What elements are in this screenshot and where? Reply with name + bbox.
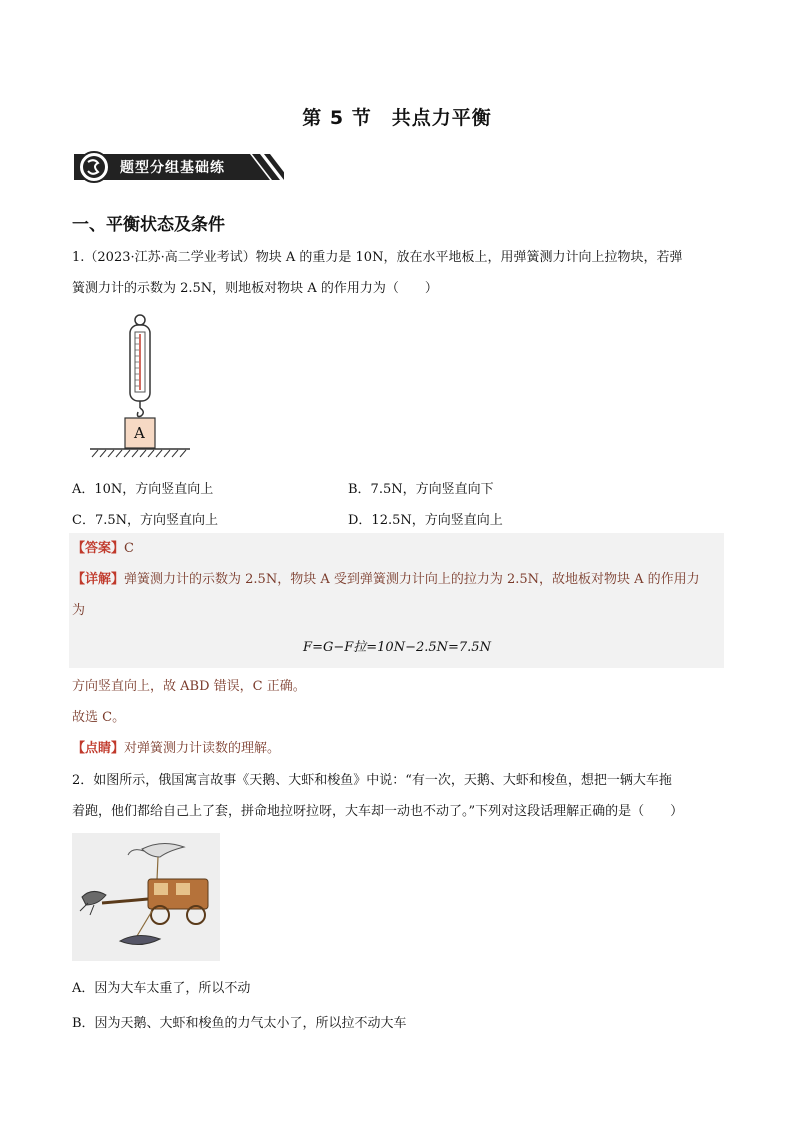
detail-label: 【详解】 xyxy=(72,572,125,587)
q2-stem-line2: 着跑，他们都给自己上了套，拼命地拉呀拉呀，大车却一动也不动了。”下列对这段话理解正确的是（ ） xyxy=(72,804,684,819)
q1-option-a: A．10N，方向竖直向上 xyxy=(72,482,214,497)
banner-label: 题型分组基础练 xyxy=(120,160,225,176)
q1-formula: F=G−F拉=10N−2.5N=7.5N xyxy=(303,640,491,655)
q1-after-line1: 方向竖直向上，故 ABD 错误，C 正确。 xyxy=(72,679,306,694)
comment-text: 对弹簧测力计读数的理解。 xyxy=(124,741,281,756)
spring-scale-figure xyxy=(86,312,196,462)
q1-stem-line1: 1.（2023·江苏·高二学业考试）物块 A 的重力是 10N，放在水平地板上，用弹簧测力计向上拉物块，若弹 xyxy=(72,250,683,265)
swan-crayfish-pike-image xyxy=(72,833,220,961)
q2-option-b: B．因为天鹅、大虾和梭鱼的力气太小了，所以拉不动大车 xyxy=(72,1016,407,1031)
q1-stem-line2: 簧测力计的示数为 2.5N，则地板对物块 A 的作用力为（ ） xyxy=(72,281,438,296)
q1-option-d: D．12.5N，方向竖直向上 xyxy=(348,513,503,528)
detail-text: 弹簧测力计的示数为 2.5N，物块 A 受到弹簧测力计向上的拉力为 2.5N，故地板对物块 A 的作用力 xyxy=(124,572,700,587)
q1-answer xyxy=(72,533,724,564)
page-title: 第 5 节 共点力平衡 xyxy=(302,107,492,129)
q1-detail-line2: 为 xyxy=(72,603,86,618)
section-banner xyxy=(74,150,284,184)
comment-label: 【点睛】 xyxy=(72,741,125,756)
q2-option-a: A．因为大车太重了，所以不动 xyxy=(72,981,251,996)
q1-comment xyxy=(72,733,724,764)
block-label: A xyxy=(134,424,145,442)
q1-option-c: C．7.5N，方向竖直向上 xyxy=(72,513,218,528)
fable-illustration xyxy=(72,833,220,961)
q2-stem-line1: 2．如图所示，俄国寓言故事《天鹅、大虾和梭鱼》中说：“有一次，天鹅、大虾和梭鱼，想把一辆大车拖 xyxy=(72,773,672,788)
q1-option-b: B．7.5N，方向竖直向下 xyxy=(348,482,494,497)
section-heading: 一、平衡状态及条件 xyxy=(72,215,225,235)
q1-detail-line1 xyxy=(72,564,724,595)
q1-after-line2: 故选 C。 xyxy=(72,710,126,725)
answer-value: C xyxy=(124,541,134,556)
answer-label: 【答案】 xyxy=(72,541,125,556)
